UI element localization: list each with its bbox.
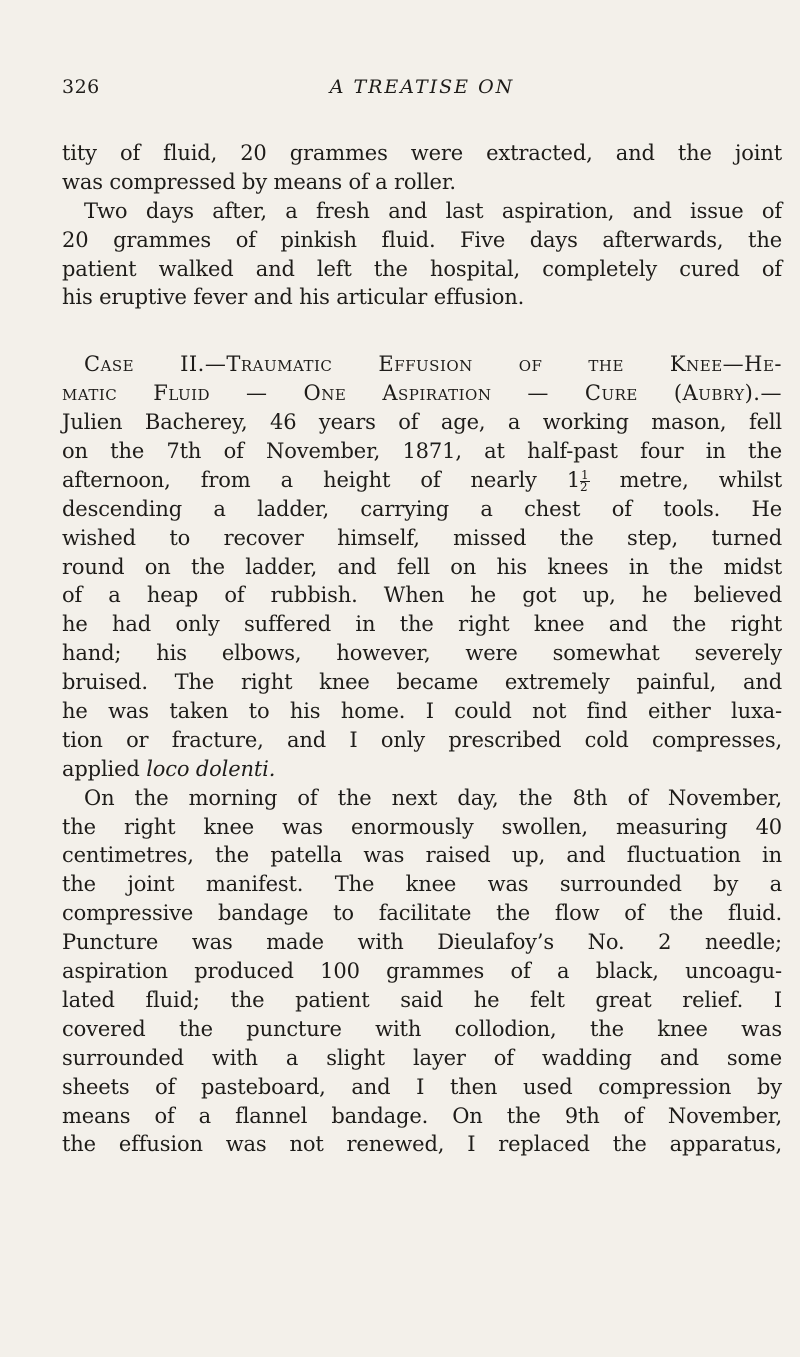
fraction-denominator: 2 [580,479,588,494]
text-line [62,466,782,495]
text-line: his eruptive fever and his articular effusion. [62,285,525,310]
text-line: wished to recover himself, missed the step, turned [62,525,782,550]
text-line: on the 7th of November, 1871, at half-past four in the [62,439,782,464]
text-line: he had only suffered in the right knee and the right [62,612,782,637]
text-line: the effusion was not renewed, I replaced the apparatus, [62,1132,782,1157]
page-number: 326 [62,76,100,98]
case-heading-line: Case II.—Traumatic Effusion of the Knee—He- [84,352,782,377]
text-line: was compressed by means of a roller. [62,169,456,194]
text-line: round on the ladder, and fell on his knees in the midst [62,554,782,579]
paragraph-continuation [62,139,782,197]
fraction-numerator: 1 [581,467,589,482]
text-line: Two days after, a fresh and last aspiration, and issue of [84,198,782,223]
text-line: patient walked and left the hospital, completely cured of [62,256,782,281]
text-line: the right knee was enormously swollen, measuring 40 [62,814,782,839]
text-line: the joint manifest. The knee was surrounded by a [62,872,782,897]
text-line: hand; his elbows, however, were somewhat severely [62,641,782,666]
text-line: lated fluid; the patient said he felt great relief. I [62,987,782,1012]
paragraph [62,784,782,1160]
text-run: afternoon, from a height of nearly 1 [62,467,581,492]
page-header [62,76,782,106]
italic-phrase: loco dolenti. [146,756,276,781]
text-line [62,755,782,784]
paragraph [62,197,782,313]
text-run: applied [62,756,147,781]
text-line: compressive bandage to facilitate the flow of the fluid. [62,901,782,926]
text-run: metre, whilst [589,467,782,492]
text-line: On the morning of the next day, the 8th of November, [84,785,782,810]
body-text [62,139,782,1159]
case-section [62,350,782,783]
text-line: bruised. The right knee became extremely painful, and [62,670,782,695]
text-line: sheets of pasteboard, and I then used compression by [62,1074,782,1099]
text-line: 20 grammes of pinkish fluid. Five days afterwards, the [62,227,782,252]
text-line: descending a ladder, carrying a chest of tools. He [62,496,782,521]
running-head: A TREATISE ON [329,76,515,98]
text-line: covered the puncture with collodion, the knee was [62,1016,782,1041]
text-line: tion or fracture, and I only prescribed cold compresses, [62,727,782,752]
text-line: of a heap of rubbish. When he got up, he believed [62,583,782,608]
text-line: aspiration produced 100 grammes of a black, uncoagu- [62,959,782,984]
text-line [62,379,782,408]
fraction [580,467,590,494]
text-line: centimetres, the patella was raised up, and fluctuation in [62,843,782,868]
text-line: tity of fluid, 20 grammes were extracted, and the joint [62,141,782,165]
text-line: means of a flannel bandage. On the 9th of November, [62,1103,782,1128]
text-line: Julien Bacherey, 46 years of age, a working mason, fell [62,410,782,435]
text-line: Puncture was made with Dieulafoy’s No. 2 needle; [62,930,782,955]
text-line: surrounded with a slight layer of wadding and some [62,1045,782,1070]
case-heading-line: matic Fluid — One Aspiration — Cure (Aubry).— [62,381,782,406]
text-line: he was taken to his home. I could not find either luxa- [62,699,782,724]
section-gap [62,312,782,350]
